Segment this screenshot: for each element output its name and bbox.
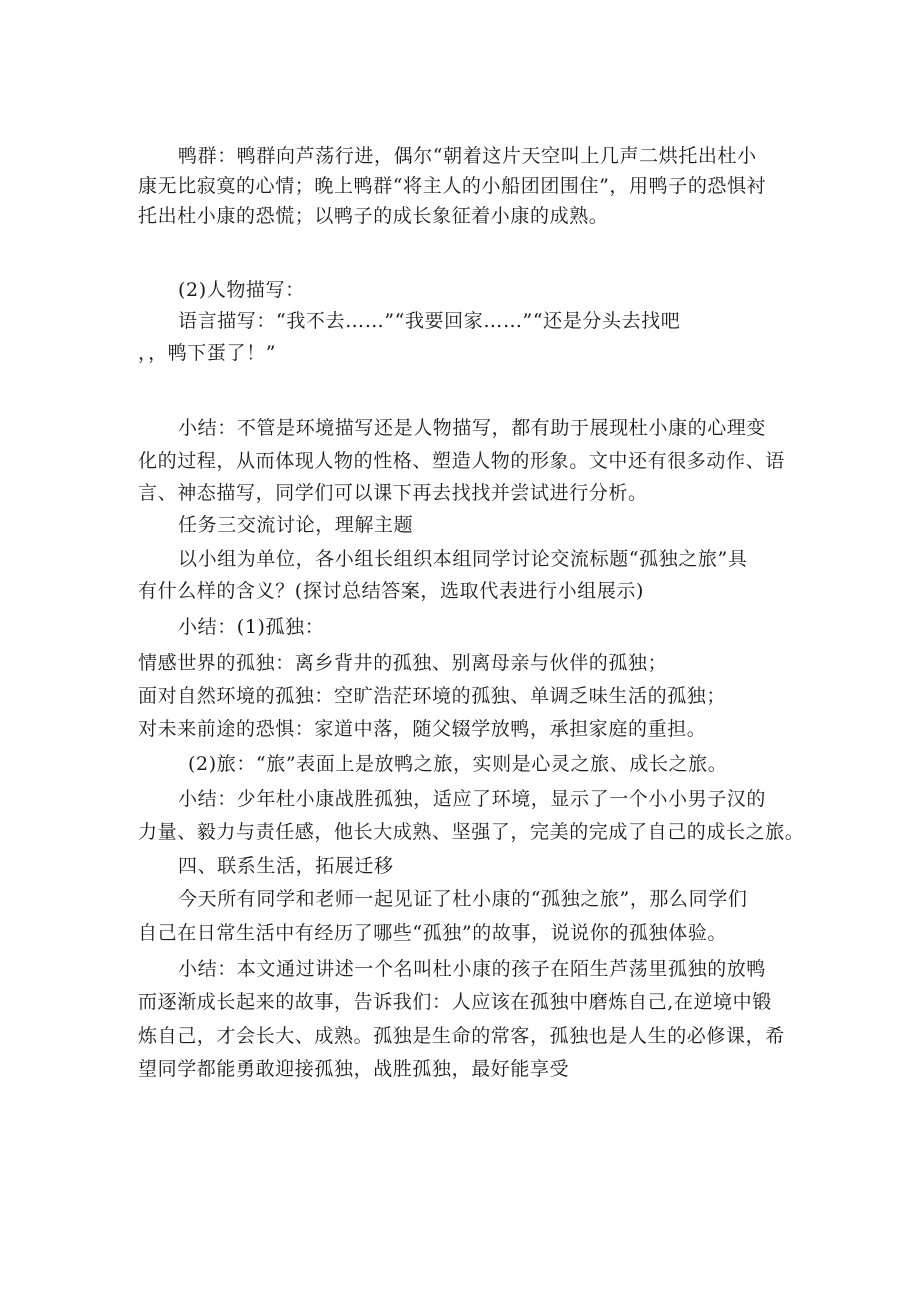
paragraph-line: 小结：(1)孤独： — [178, 616, 325, 638]
paragraph-line: 自己在日常生活中有经历了哪些“孤独”的故事，说说你的孤独体验。 — [138, 922, 728, 944]
paragraph-line: 言、神态描写，同学们可以课下再去找找并尝试进行分析。 — [138, 482, 648, 504]
paragraph-line: 面对自然环境的孤独：空旷浩茫环境的孤独、单调乏味生活的孤独； — [138, 685, 727, 707]
paragraph-line: (2)旅：“旅”表面上是放鸭之旅，实则是心灵之旅、成长之旅。 — [188, 753, 728, 775]
paragraph-line: 情感世界的孤独：离乡背井的孤独、别离母亲与伙伴的孤独； — [138, 652, 668, 674]
paragraph-line: 托出杜小康的恐慌；以鸭子的成长象征着小康的成熟。 — [138, 205, 609, 227]
paragraph-line: 鸭群：鸭群向芦荡行进，偶尔“朝着这片天空叫上几声二烘托出杜小 — [178, 145, 757, 167]
section-heading: 四、联系生活，拓展迁移 — [178, 855, 394, 877]
paragraph-line: 小结：少年杜小康战胜孤独，适应了环境，显示了一个小小男子汉的 — [178, 788, 767, 810]
paragraph-line: 今天所有同学和老师一起见证了杜小康的“孤独之旅”，那么同学们 — [178, 888, 748, 910]
paragraph-line: 康无比寂寞的心情；晚上鸭群“将主人的小船团团围住”，用鸭子的恐惧衬 — [138, 175, 767, 197]
paragraph-line: 语言描写：“我不去……”“我要回家……”“还是分头去找吧 — [178, 310, 681, 332]
section-heading: (2)人物描写： — [178, 279, 305, 301]
section-heading: 任务三交流讨论，理解主题 — [178, 514, 414, 536]
paragraph-line: ，，鸭下蛋了！” — [138, 342, 277, 364]
paragraph-line: 有什么样的含义？(探讨总结答案，选取代表进行小组展示) — [138, 580, 645, 602]
paragraph-line: 力量、毅力与责任感，他长大成熟、坚强了，完美的完成了自己的成长之旅。 — [138, 821, 805, 843]
paragraph-line: 小结：本文通过讲述一个名叫杜小康的孩子在陌生芦荡里孤独的放鸭 — [178, 958, 767, 980]
paragraph-line: 炼自己，才会长大、成熟。孤独是生命的常客，孤独也是人生的必修课，希 — [138, 1025, 785, 1047]
paragraph-line: 以小组为单位，各小组长组织本组同学讨论交流标题“孤独之旅”具 — [178, 548, 748, 570]
paragraph-line: 小结：不管是环境描写还是人物描写，都有助于展现杜小康的心理变 — [178, 417, 767, 439]
paragraph-line: 而逐渐成长起来的故事，告诉我们：人应该在孤独中磨炼自己,在逆境中锻 — [138, 991, 772, 1013]
paragraph-line: 望同学都能勇敢迎接孤独，战胜孤独，最好能享受 — [138, 1058, 570, 1080]
paragraph-line: 化的过程，从而体现人物的性格、塑造人物的形象。文中还有很多动作、语 — [138, 450, 785, 472]
paragraph-line: 对未来前途的恐惧：家道中落，随父辍学放鸭，承担家庭的重担。 — [138, 718, 707, 740]
